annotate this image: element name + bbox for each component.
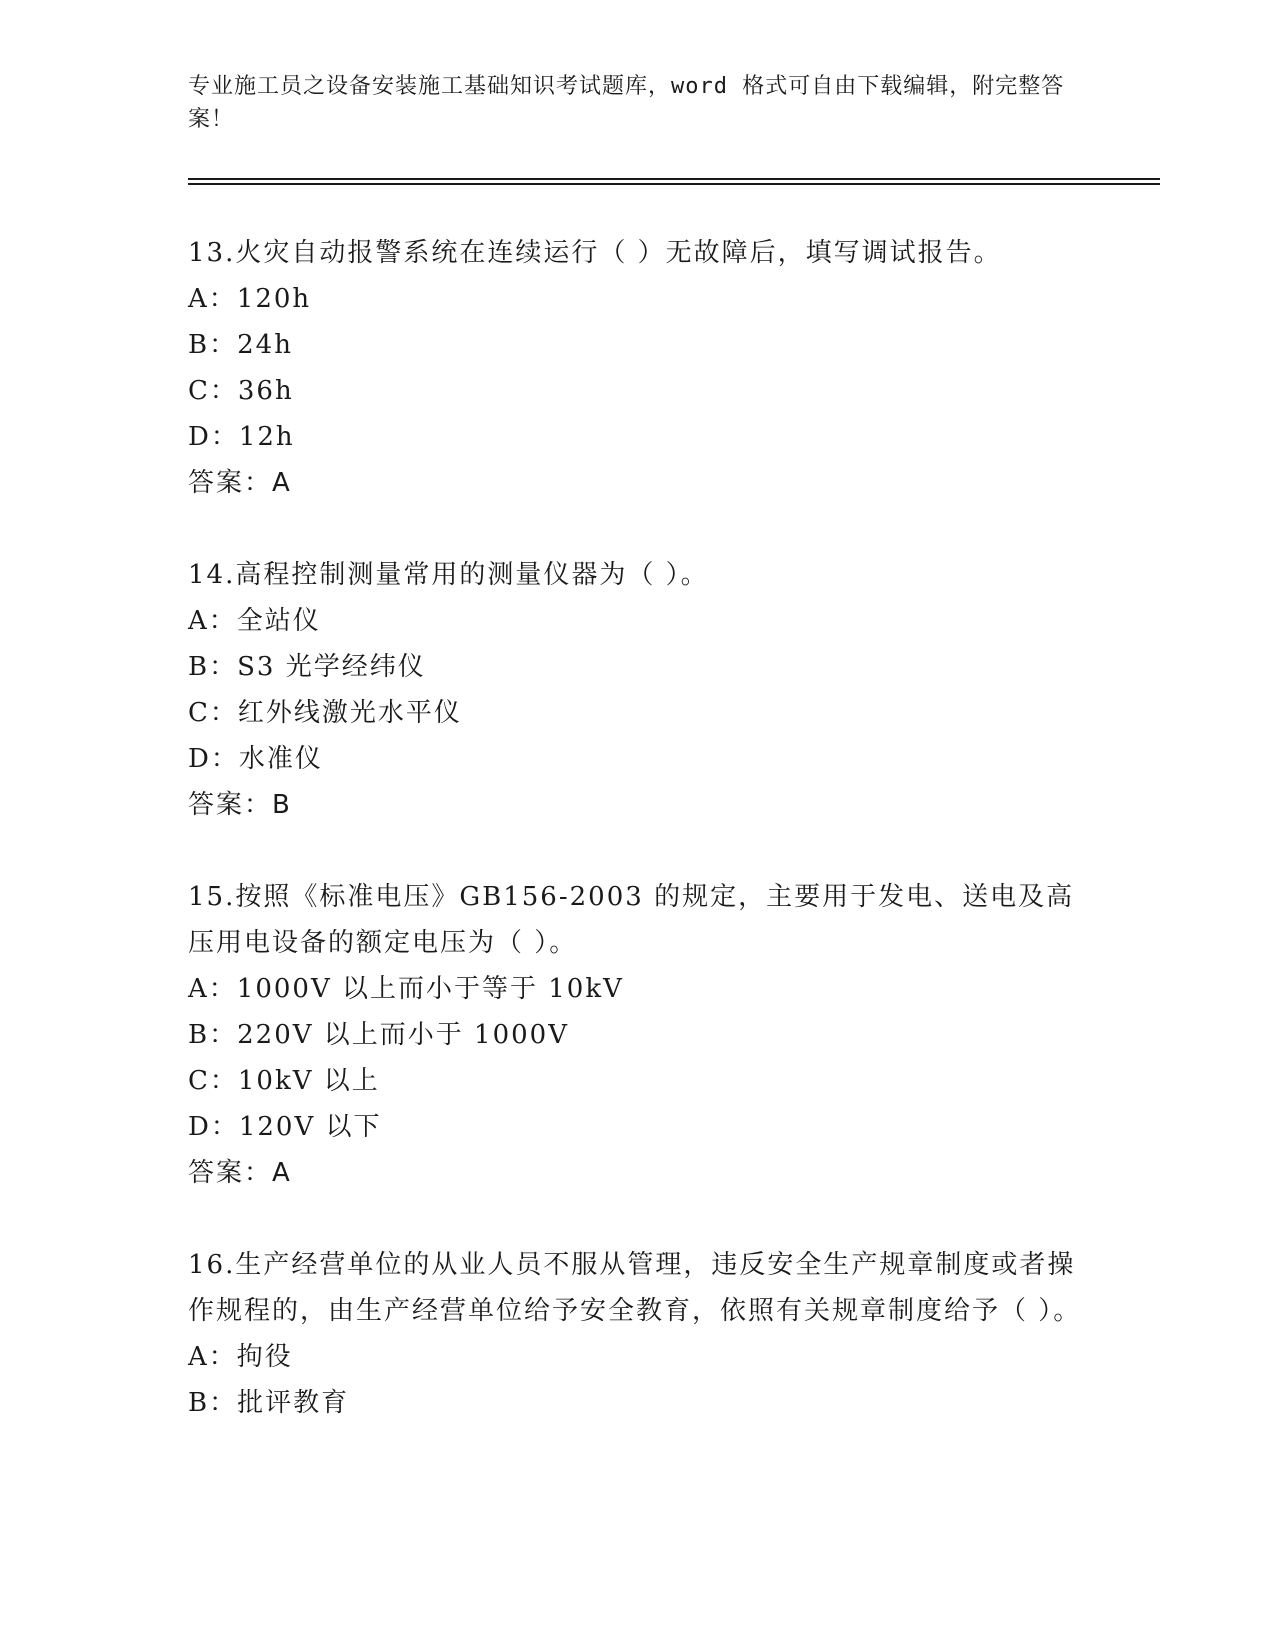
question-stem: 13.火灾自动报警系统在连续运行（ ）无故障后，填写调试报告。 <box>188 238 1002 268</box>
question-13 <box>188 230 1088 506</box>
option-a: A：120h <box>188 284 312 314</box>
question-list <box>188 230 1088 1472</box>
option-b: B：批评教育 <box>188 1388 350 1418</box>
option-a: A：拘役 <box>188 1342 293 1372</box>
option-d: D：12h <box>188 422 295 452</box>
option-c: C：红外线激光水平仪 <box>188 698 462 728</box>
option-b: B：S3 光学经纬仪 <box>188 652 426 682</box>
option-d: D：水准仪 <box>188 744 323 774</box>
question-16 <box>188 1242 1088 1426</box>
question-stem: 16.生产经营单位的从业人员不服从管理，违反安全生产规章制度或者操作规程的，由生产经营单位给予安全教育，依照有关规章制度给予（ ）。 <box>188 1250 1082 1326</box>
option-b: B：220V 以上而小于 1000V <box>188 1020 569 1050</box>
option-a: A：1000V 以上而小于等于 10kV <box>188 974 624 1004</box>
answer-line: 答案：A <box>188 1158 292 1188</box>
header-divider-top <box>188 178 1160 180</box>
question-14 <box>188 552 1088 828</box>
question-stem: 15.按照《标准电压》GB156-2003 的规定，主要用于发电、送电及高压用电设备的额定电压为（ ）。 <box>188 882 1075 958</box>
question-15 <box>188 874 1088 1196</box>
option-c: C：36h <box>188 376 294 406</box>
answer-line: 答案：B <box>188 790 292 820</box>
option-d: D：120V 以下 <box>188 1112 382 1142</box>
header-divider-bottom <box>188 183 1160 185</box>
option-a: A：全站仪 <box>188 606 321 636</box>
answer-line: 答案：A <box>188 468 292 498</box>
document-header: 专业施工员之设备安装施工基础知识考试题库，word 格式可自由下载编辑，附完整答案！ <box>188 74 1065 132</box>
option-b: B：24h <box>188 330 293 360</box>
option-c: C：10kV 以上 <box>188 1066 380 1096</box>
question-stem: 14.高程控制测量常用的测量仪器为（ ）。 <box>188 560 709 590</box>
